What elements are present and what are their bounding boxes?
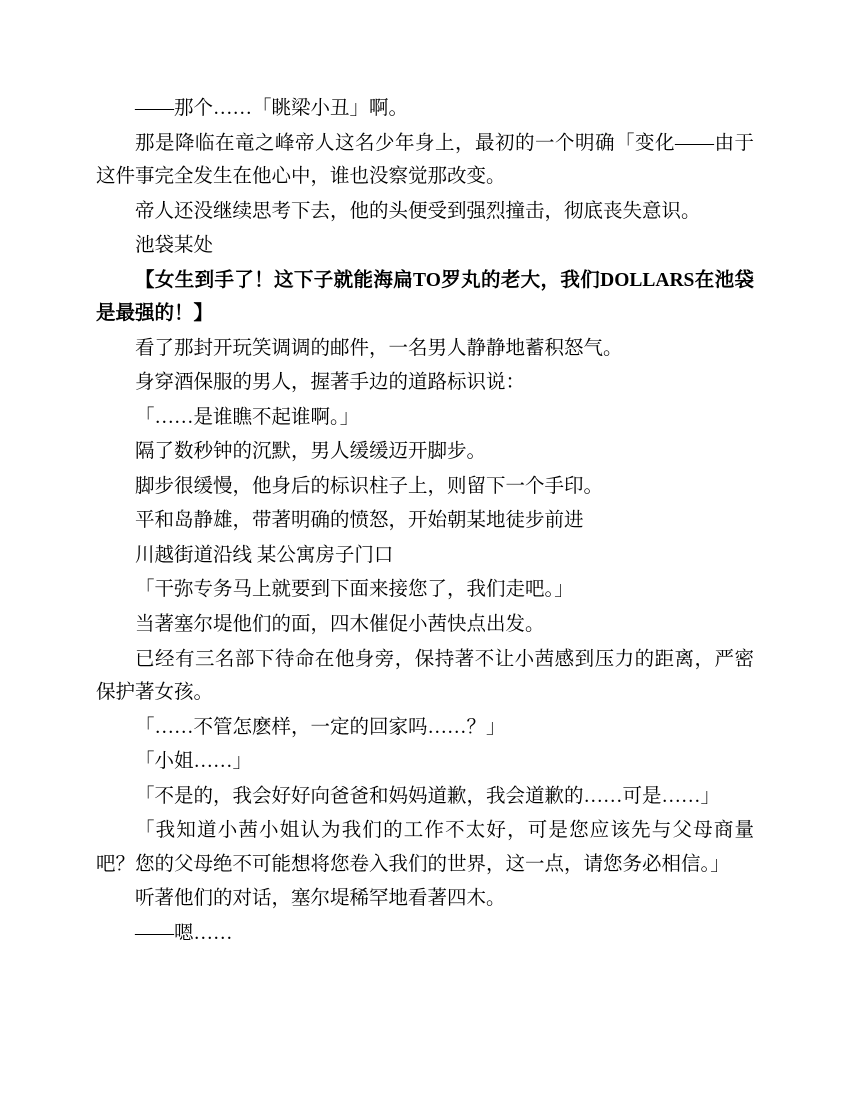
paragraph: 池袋某处 [135, 235, 214, 257]
paragraph: 看了那封开玩笑调调的邮件，一名男人静静地蓄积怒气。 [135, 337, 623, 359]
paragraph: 帝人还没继续思考下去，他的头便受到强烈撞击，彻底丧失意识。 [135, 200, 701, 222]
paragraph: 「……不管怎麽样，一定的回家吗……？」 [135, 716, 506, 738]
paragraph: ——嗯…… [135, 922, 233, 944]
paragraph: 那是降临在竜之峰帝人这名少年身上，最初的一个明确「变化——由于这件事完全发生在他心中，谁也没察觉那改变。 [96, 132, 754, 188]
paragraph: 「小姐……」 [135, 751, 253, 773]
paragraph: 平和岛静雄，带著明确的愤怒，开始朝某地徒步前进 [135, 510, 584, 532]
paragraph: ——那个……「眺梁小丑」啊。 [135, 98, 409, 119]
paragraph: 已经有三名部下待命在他身旁，保持著不让小茜感到压力的距离，严密保护著女孩。 [96, 648, 754, 704]
paragraph: 身穿酒保服的男人，握著手边的道路标识说： [135, 372, 526, 394]
paragraph: 「我知道小茜小姐认为我们的工作不太好，可是您应该先与父母商量吧？您的父母绝不可能想将您卷入我们的世界，这一点，请您务必相信。」 [96, 820, 754, 875]
paragraph: 「干弥专务马上就要到下面来接您了，我们走吧。」 [135, 579, 574, 601]
paragraph: 「不是的，我会好好向爸爸和妈妈道歉，我会道歉的……可是……」 [135, 785, 721, 807]
paragraph: 川越街道沿线 某公寓房子门口 [135, 544, 394, 566]
paragraph: 当著塞尔堤他们的面，四木催促小茜快点出发。 [135, 613, 545, 635]
paragraph: 听著他们的对话，塞尔堤稀罕地看著四木。 [135, 888, 506, 910]
paragraph-emphasized: 【女生到手了！这下子就能海扁TO罗丸的老大，我们DOLLARS在池袋是最强的！】 [96, 269, 754, 325]
paragraph: 隔了数秒钟的沉默，男人缓缓迈开脚步。 [135, 441, 487, 463]
paragraph: 「……是谁瞧不起谁啊。」 [135, 406, 360, 428]
document-body [96, 92, 754, 950]
paragraph: 脚步很缓慢，他身后的标识柱子上，则留下一个手印。 [135, 475, 604, 497]
